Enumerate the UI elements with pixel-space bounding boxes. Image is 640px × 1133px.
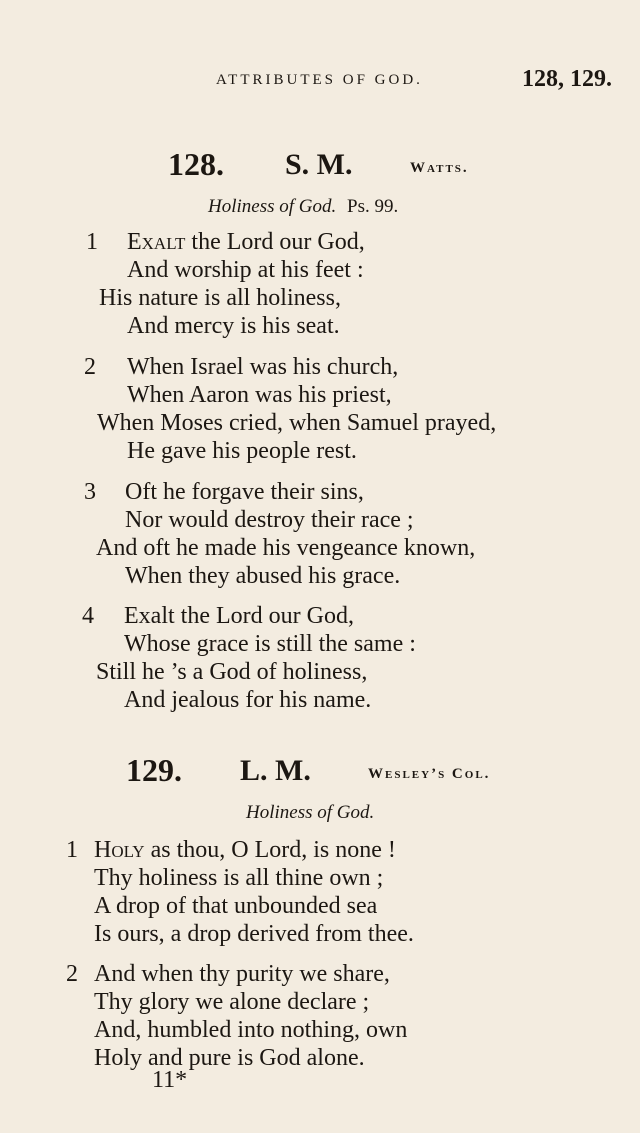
verse-line: His nature is all holiness, <box>99 285 341 311</box>
hymn-number: 128. <box>168 146 224 182</box>
verse-line: And jealous for his name. <box>124 687 372 713</box>
verse-first-word: Holy <box>94 837 145 863</box>
hymn-author: Wesley’s Col. <box>368 766 491 782</box>
signature-mark: 11* <box>152 1067 188 1093</box>
verse-line: Thy glory we alone declare ; <box>94 989 370 1015</box>
hymn-129-heading <box>0 752 640 792</box>
subtitle-text: Holiness of God. <box>246 802 375 823</box>
verse-line: Holy and pure is God alone. <box>94 1045 365 1071</box>
running-head-page-numbers: 128, 129. <box>522 66 612 92</box>
verse-line: And when thy purity we share, <box>94 961 390 987</box>
verse-line: And oft he made his vengeance known, <box>96 535 476 561</box>
verse-number: 2 <box>66 961 78 987</box>
verse-line: He gave his people rest. <box>127 438 357 464</box>
verse-line: Still he ’s a God of holiness, <box>96 659 368 685</box>
hymn-meter: S. M. <box>285 148 353 181</box>
scripture-reference: Ps. 99. <box>347 196 399 217</box>
hymn-meter: L. M. <box>240 754 311 787</box>
running-head-title: ATTRIBUTES OF GOD. <box>216 72 423 88</box>
verse-first-word: Exalt <box>127 229 186 255</box>
verse-number: 1 <box>66 837 78 863</box>
subtitle-text: Holiness of God. <box>208 196 337 217</box>
verse-line: And mercy is his seat. <box>127 313 340 339</box>
hymn-128-heading <box>0 146 640 186</box>
verse-line: Holy as thou, O Lord, is none ! <box>94 837 396 863</box>
verse-number: 3 <box>84 479 96 505</box>
running-head <box>0 66 640 96</box>
verse-number: 4 <box>82 603 94 629</box>
verse-line: Exalt the Lord our God, <box>124 603 354 629</box>
verse-number: 1 <box>86 229 98 255</box>
verse-line: And worship at his feet : <box>127 257 364 283</box>
hymn-number: 129. <box>126 752 182 788</box>
verse-line: Thy holiness is all thine own ; <box>94 865 384 891</box>
verse-line: When Moses cried, when Samuel prayed, <box>97 410 497 436</box>
verse-line: Nor would destroy their race ; <box>125 507 414 533</box>
verse-line: Is ours, a drop derived from thee. <box>94 921 414 947</box>
hymn-129-subtitle <box>246 802 374 824</box>
verse-line: And, humbled into nothing, own <box>94 1017 408 1043</box>
verse-line: Whose grace is still the same : <box>124 631 416 657</box>
verse-line: A drop of that unbounded sea <box>94 893 378 919</box>
verse-line: Exalt the Lord our God, <box>127 229 365 255</box>
hymn-128-subtitle <box>208 196 398 218</box>
verse-line: Oft he forgave their sins, <box>125 479 364 505</box>
hymn-author: Watts. <box>410 160 469 176</box>
verse-line: When Israel was his church, <box>127 354 399 380</box>
verse-line: When Aaron was his priest, <box>127 382 392 408</box>
verse-number: 2 <box>84 354 96 380</box>
verse-line: When they abused his grace. <box>125 563 401 589</box>
